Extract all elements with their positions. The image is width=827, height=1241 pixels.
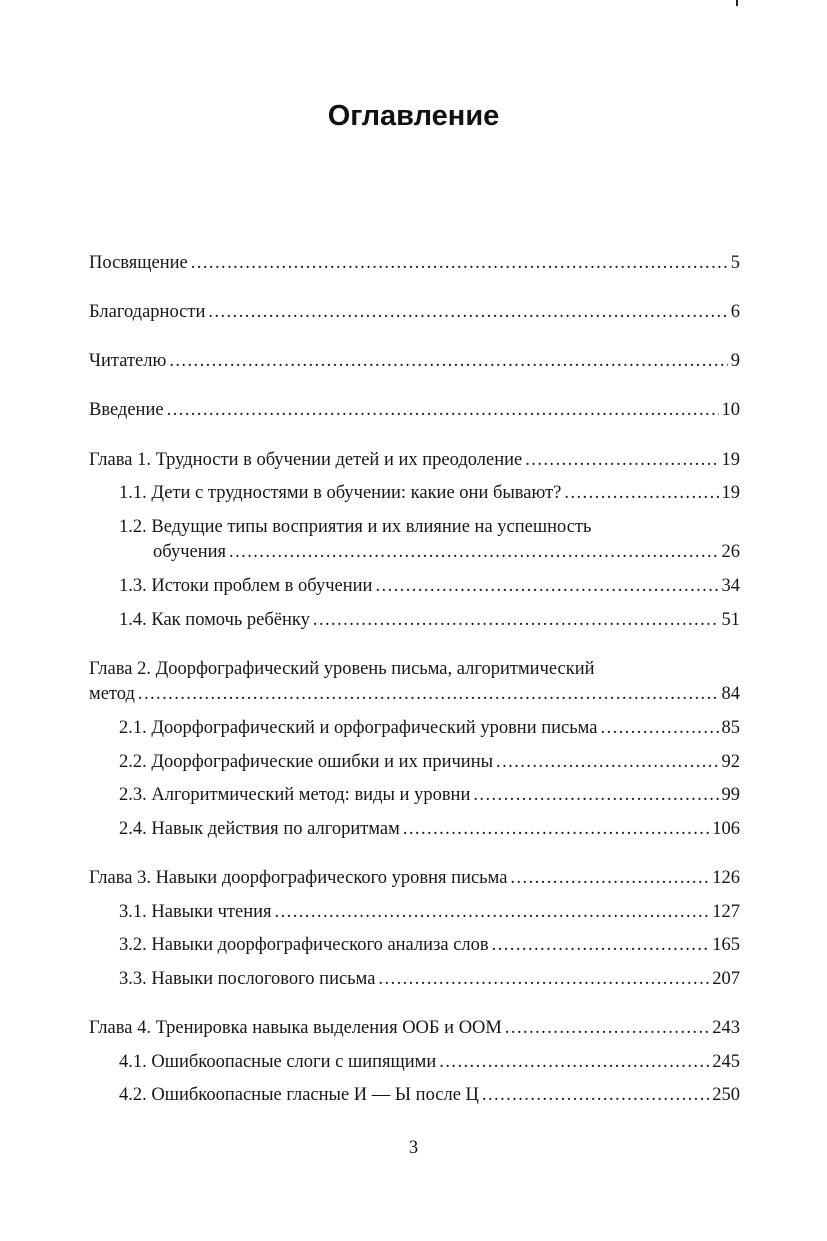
toc-entry-label: Читателю (89, 351, 167, 371)
toc-entry-section-1-3[interactable] (119, 576, 740, 606)
toc-leader-dots (439, 1052, 709, 1073)
toc-entry-label: метод (89, 684, 135, 704)
toc-leader-dots (564, 483, 718, 504)
toc-leader-dots (492, 935, 710, 956)
toc-entry-label: 2.4. Навык действия по алгоритмам (119, 819, 400, 839)
toc-entry-section-4-2[interactable] (119, 1085, 740, 1115)
toc-entry-section-1-1[interactable] (119, 483, 740, 513)
toc-entry-page: 19 (721, 450, 740, 470)
toc-entry-label: 1.1. Дети с трудностями в обучении: какие они бывают? (119, 483, 562, 503)
toc-entry-label: обучения (153, 542, 227, 562)
toc-entry-page: 126 (712, 868, 740, 888)
toc-entry-chapter-2[interactable] (89, 684, 740, 714)
toc-entry-page: 19 (721, 483, 740, 503)
toc-entry-to-reader[interactable] (89, 351, 740, 381)
toc-entry-section-3-2[interactable] (119, 935, 740, 965)
toc-leader-dots (403, 819, 709, 840)
toc-entry-label: 4.1. Ошибкоопасные слоги с шипящими (119, 1052, 437, 1072)
toc-entry-section-1-4[interactable] (119, 610, 740, 640)
toc-leader-dots (191, 253, 728, 274)
toc-entry-page: 85 (721, 718, 740, 738)
toc-entry-label: 3.2. Навыки доорфографического анализа слов (119, 935, 489, 955)
toc-entry-chapter-4[interactable] (89, 1018, 740, 1048)
toc-entry-section-2-4[interactable] (119, 819, 740, 849)
toc-entry-label: Посвящение (89, 253, 188, 273)
toc-entry-introduction[interactable] (89, 400, 740, 430)
toc-entry-label: 2.3. Алгоритмический метод: виды и уровни (119, 785, 471, 805)
toc-entry-chapter-2-first-line[interactable]: Глава 2. Доорфографический уровень письма, алгоритмический (89, 659, 595, 679)
toc-entry-section-4-1[interactable] (119, 1052, 740, 1082)
toc-leader-dots (482, 1085, 709, 1106)
toc-entry-chapter-1[interactable] (89, 450, 740, 480)
toc-entry-page: 92 (721, 752, 740, 772)
toc-entry-page: 127 (712, 902, 740, 922)
toc-entry-page: 9 (730, 351, 740, 371)
toc-leader-dots (313, 610, 719, 631)
toc-entry-page: 245 (712, 1052, 740, 1072)
toc-leader-dots (473, 785, 718, 806)
toc-entry-dedication[interactable] (89, 253, 740, 283)
toc-entry-label: Глава 4. Тренировка навыка выделения ООБ и ООМ (89, 1018, 502, 1038)
toc-entry-section-2-3[interactable] (119, 785, 740, 815)
toc-entry-page: 5 (730, 253, 740, 273)
toc-entry-label: 2.1. Доорфографический и орфографический уровни письма (119, 718, 598, 738)
toc-entry-section-1-2-first-line[interactable]: 1.2. Ведущие типы восприятия и их влияние на успешность (119, 517, 592, 537)
toc-entry-page: 165 (712, 935, 740, 955)
toc-entry-label: 2.2. Доорфографические ошибки и их причины (119, 752, 494, 772)
toc-entry-section-3-1[interactable] (119, 902, 740, 932)
toc-entry-chapter-3[interactable] (89, 868, 740, 898)
toc-leader-dots (505, 1018, 709, 1039)
toc-entry-acknowledgements[interactable] (89, 302, 740, 332)
toc-entry-page: 207 (712, 969, 740, 989)
toc-leader-dots (275, 902, 710, 923)
toc-entry-label: 3.3. Навыки послогового письма (119, 969, 376, 989)
toc-entry-page: 106 (712, 819, 740, 839)
toc-entry-section-1-2[interactable] (153, 542, 740, 572)
toc-entry-page: 99 (721, 785, 740, 805)
toc-leader-dots (496, 752, 718, 773)
toc-entry-page: 10 (721, 400, 740, 420)
toc-leader-dots (600, 718, 718, 739)
toc-leader-dots (378, 969, 709, 990)
toc-entry-label: Благодарности (89, 302, 206, 322)
toc-entry-label: Глава 3. Навыки доорфографического уровня письма (89, 868, 508, 888)
toc-entry-label: Введение (89, 400, 164, 420)
toc-leader-dots (169, 351, 727, 372)
toc-entry-page: 243 (712, 1018, 740, 1038)
toc-entry-page: 51 (721, 610, 740, 630)
toc-leader-dots (510, 868, 709, 889)
toc-entry-label: 3.1. Навыки чтения (119, 902, 272, 922)
toc-entry-page: 26 (721, 542, 740, 562)
toc-entry-page: 34 (721, 576, 740, 596)
toc-entry-page: 250 (712, 1085, 740, 1105)
toc-leader-dots (208, 302, 727, 323)
toc-entry-section-2-2[interactable] (119, 752, 740, 782)
toc-leader-dots (375, 576, 718, 597)
toc-entry-page: 84 (721, 684, 740, 704)
toc-entry-section-3-3[interactable] (119, 969, 740, 999)
page-number: 3 (408, 1138, 419, 1158)
toc-leader-dots (525, 450, 718, 471)
toc-entry-label: 4.2. Ошибкоопасные гласные И — Ы после Ц (119, 1085, 479, 1105)
page-title: Оглавление (327, 100, 500, 132)
toc-entry-section-2-1[interactable] (119, 718, 740, 748)
toc-leader-dots (167, 400, 719, 421)
toc-entry-label: 1.3. Истоки проблем в обучении (119, 576, 373, 596)
toc-entry-label: Глава 1. Трудности в обучении детей и их преодоление (89, 450, 523, 470)
page-corner-mark (736, 0, 738, 6)
toc-entry-page: 6 (730, 302, 740, 322)
toc-leader-dots (138, 684, 719, 705)
toc-entry-label: 1.4. Как помочь ребёнку (119, 610, 310, 630)
toc-leader-dots (229, 542, 718, 563)
